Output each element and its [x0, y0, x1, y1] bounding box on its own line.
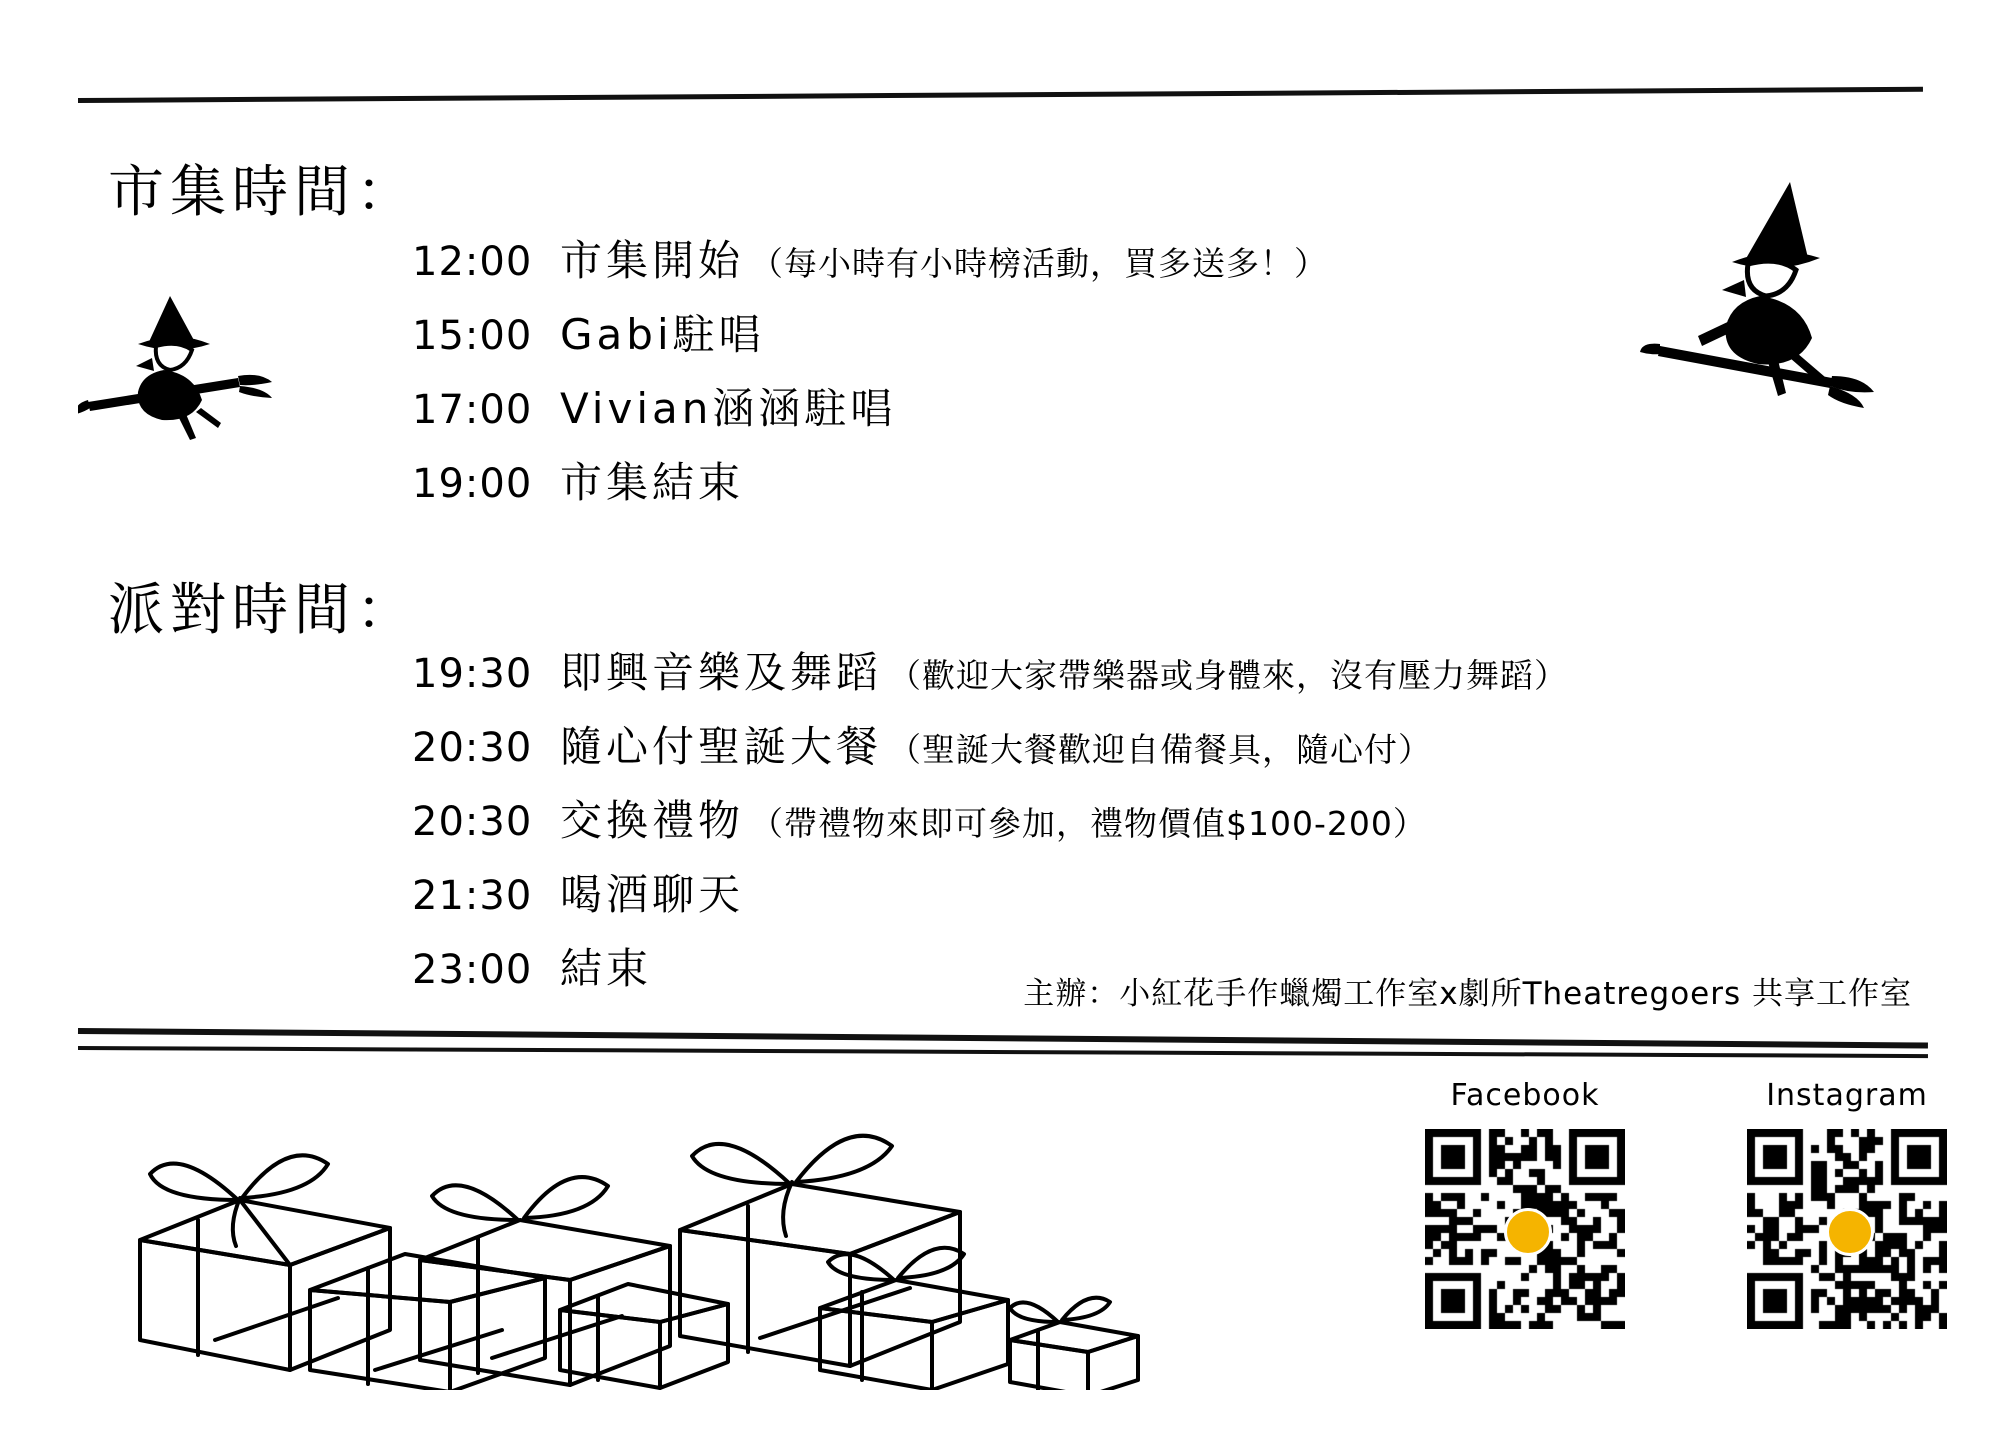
social-item-facebook[interactable] — [1425, 1078, 1625, 1329]
party-schedule-list — [412, 640, 1568, 1010]
schedule-time: 20:30 — [412, 725, 533, 771]
schedule-title: Vivian涵涵駐唱 — [560, 384, 897, 433]
witch-on-broom-right-illustration — [1640, 178, 1890, 428]
schedule-time: 21:30 — [412, 873, 533, 919]
schedule-row — [412, 450, 1328, 510]
schedule-note: （每小時有小時榜活動，買多送多！） — [750, 244, 1329, 283]
schedule-title: 市集開始 — [560, 236, 745, 285]
schedule-time: 15:00 — [412, 313, 533, 359]
market-section-heading: 市集時間： — [108, 160, 418, 225]
schedule-title: 即興音樂及舞蹈 — [560, 648, 883, 697]
witch-on-broom-left-illustration — [78, 282, 288, 462]
schedule-row — [412, 714, 1568, 774]
social-links-section — [1425, 1078, 1947, 1329]
schedule-title: 市集結束 — [560, 458, 745, 507]
schedule-time: 17:00 — [412, 387, 533, 433]
schedule-note: （聖誕大餐歡迎自備餐具，隨心付） — [888, 730, 1433, 769]
schedule-row — [412, 302, 1328, 362]
schedule-row — [412, 640, 1568, 700]
schedule-title: 喝酒聊天 — [560, 870, 745, 919]
qr-center-dot-icon — [1504, 1208, 1552, 1256]
party-section-heading: 派對時間： — [108, 578, 418, 643]
market-schedule-list — [412, 228, 1328, 524]
schedule-time: 19:00 — [412, 461, 533, 507]
schedule-title: 交換禮物 — [560, 796, 745, 845]
schedule-row — [412, 376, 1328, 436]
schedule-row — [412, 788, 1568, 848]
schedule-time: 12:00 — [412, 239, 533, 285]
schedule-time: 20:30 — [412, 799, 533, 845]
schedule-title: 結束 — [560, 944, 653, 993]
schedule-title: 隨心付聖誕大餐 — [560, 722, 883, 771]
gift-boxes-illustration — [120, 1040, 1310, 1390]
social-label-facebook: Facebook — [1450, 1078, 1600, 1113]
organizer-credit: 主辦：小紅花手作蠟燭工作室x劇所Theatregoers 共享工作室 — [1023, 976, 1912, 1012]
schedule-time: 23:00 — [412, 947, 533, 993]
divider-top — [78, 87, 1923, 103]
schedule-note: （帶禮物來即可參加，禮物價值$100-200） — [750, 804, 1427, 843]
social-item-instagram[interactable] — [1747, 1078, 1947, 1329]
schedule-note: （歡迎大家帶樂器或身體來，沒有壓力舞蹈） — [888, 656, 1569, 695]
schedule-time: 19:30 — [412, 651, 533, 697]
schedule-row — [412, 862, 1568, 922]
qr-center-dot-icon — [1826, 1208, 1874, 1256]
schedule-row — [412, 228, 1328, 288]
instagram-qr-code-icon[interactable] — [1747, 1129, 1947, 1329]
facebook-qr-code-icon[interactable] — [1425, 1129, 1625, 1329]
schedule-title: Gabi駐唱 — [560, 310, 765, 359]
social-label-instagram: Instagram — [1766, 1078, 1928, 1113]
